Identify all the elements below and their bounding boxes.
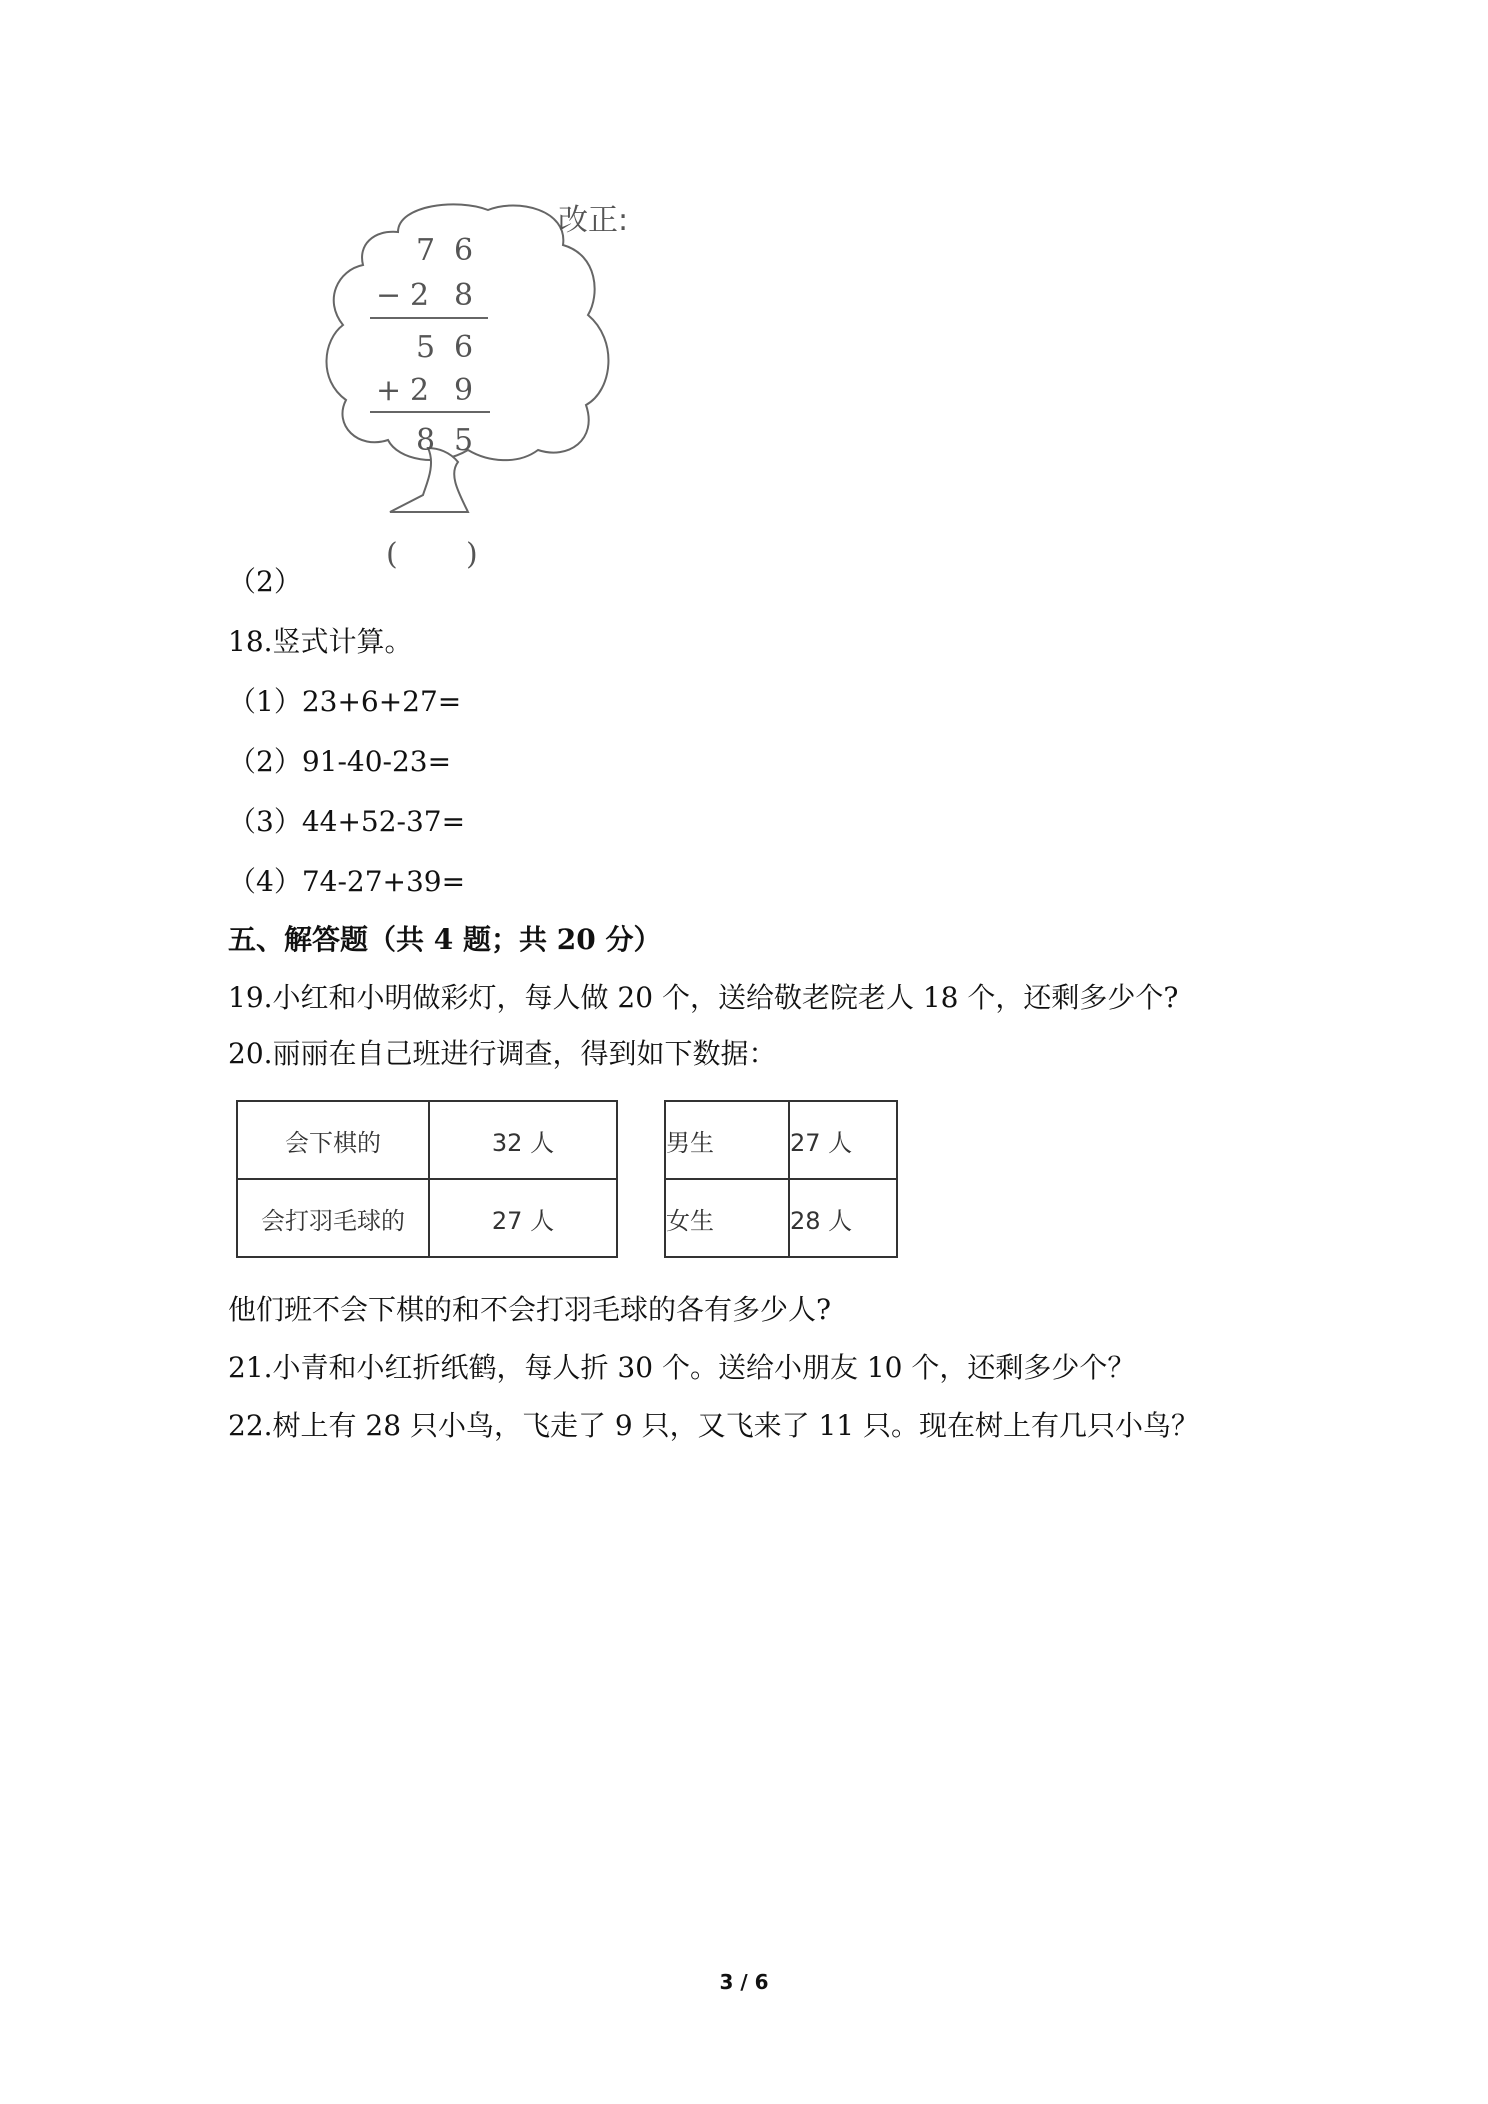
question-18-item-2: （2）91-40-23= xyxy=(228,745,452,778)
digit-r5-ones: 5 xyxy=(454,423,474,458)
table-row xyxy=(665,1101,897,1179)
tree-drawing xyxy=(318,200,658,580)
question-21: 21.小青和小红折纸鹤，每人折 30 个。送给小朋友 10 个，还剩多少个？ xyxy=(228,1351,1136,1384)
digit-r3-ones: 6 xyxy=(454,330,474,365)
question-18-item-4: （4）74-27+39= xyxy=(228,865,466,898)
table-cell: 32 人 xyxy=(429,1101,617,1179)
table-cell: 27 人 xyxy=(789,1101,897,1179)
question-18-title: 18.竖式计算。 xyxy=(228,625,413,658)
correction-label: 改正: xyxy=(558,203,629,238)
plus-sign: + xyxy=(376,373,402,408)
table-row xyxy=(237,1179,617,1257)
minus-sign: − xyxy=(376,278,402,313)
digit-r2-tens: 2 xyxy=(410,278,430,313)
question-19: 19.小红和小明做彩灯，每人做 20 个，送给敬老院老人 18 个，还剩多少个? xyxy=(228,981,1179,1014)
section-5-heading: 五、解答题（共 4 题；共 20 分） xyxy=(228,923,662,956)
page-number: 3 / 6 xyxy=(719,1970,769,1994)
survey-table-gender xyxy=(664,1100,898,1258)
question-20-text: 20.丽丽在自己班进行调查，得到如下数据： xyxy=(228,1037,777,1070)
digit-r4-tens: 2 xyxy=(410,373,430,408)
survey-table-activities xyxy=(236,1100,618,1258)
table-cell: 会打羽毛球的 xyxy=(237,1179,429,1257)
question-18-item-1: （1）23+6+27= xyxy=(228,685,462,718)
table-cell: 会下棋的 xyxy=(237,1101,429,1179)
table-cell: 女生 xyxy=(665,1179,789,1257)
tree-calculation-figure xyxy=(318,200,658,580)
table-row xyxy=(665,1179,897,1257)
table-cell: 28 人 xyxy=(789,1179,897,1257)
question-18-item-3: （3）44+52-37= xyxy=(228,805,466,838)
table-cell: 男生 xyxy=(665,1101,789,1179)
sub-item-2: （2） xyxy=(228,565,302,598)
digit-r1-ones: 6 xyxy=(454,233,474,268)
question-22: 22.树上有 28 只小鸟，飞走了 9 只，又飞来了 11 只。现在树上有几只小鸟？ xyxy=(228,1409,1200,1442)
digit-r3-tens: 5 xyxy=(416,330,436,365)
digit-r1-tens: 7 xyxy=(416,233,436,268)
digit-r2-ones: 8 xyxy=(454,278,474,313)
table-cell: 27 人 xyxy=(429,1179,617,1257)
answer-paren-close: ) xyxy=(466,537,478,572)
answer-paren-open: ( xyxy=(386,537,398,572)
question-20-question: 他们班不会下棋的和不会打羽毛球的各有多少人? xyxy=(228,1293,832,1326)
digit-r4-ones: 9 xyxy=(454,373,474,408)
table-row xyxy=(237,1101,617,1179)
digit-r5-tens: 8 xyxy=(416,423,436,458)
